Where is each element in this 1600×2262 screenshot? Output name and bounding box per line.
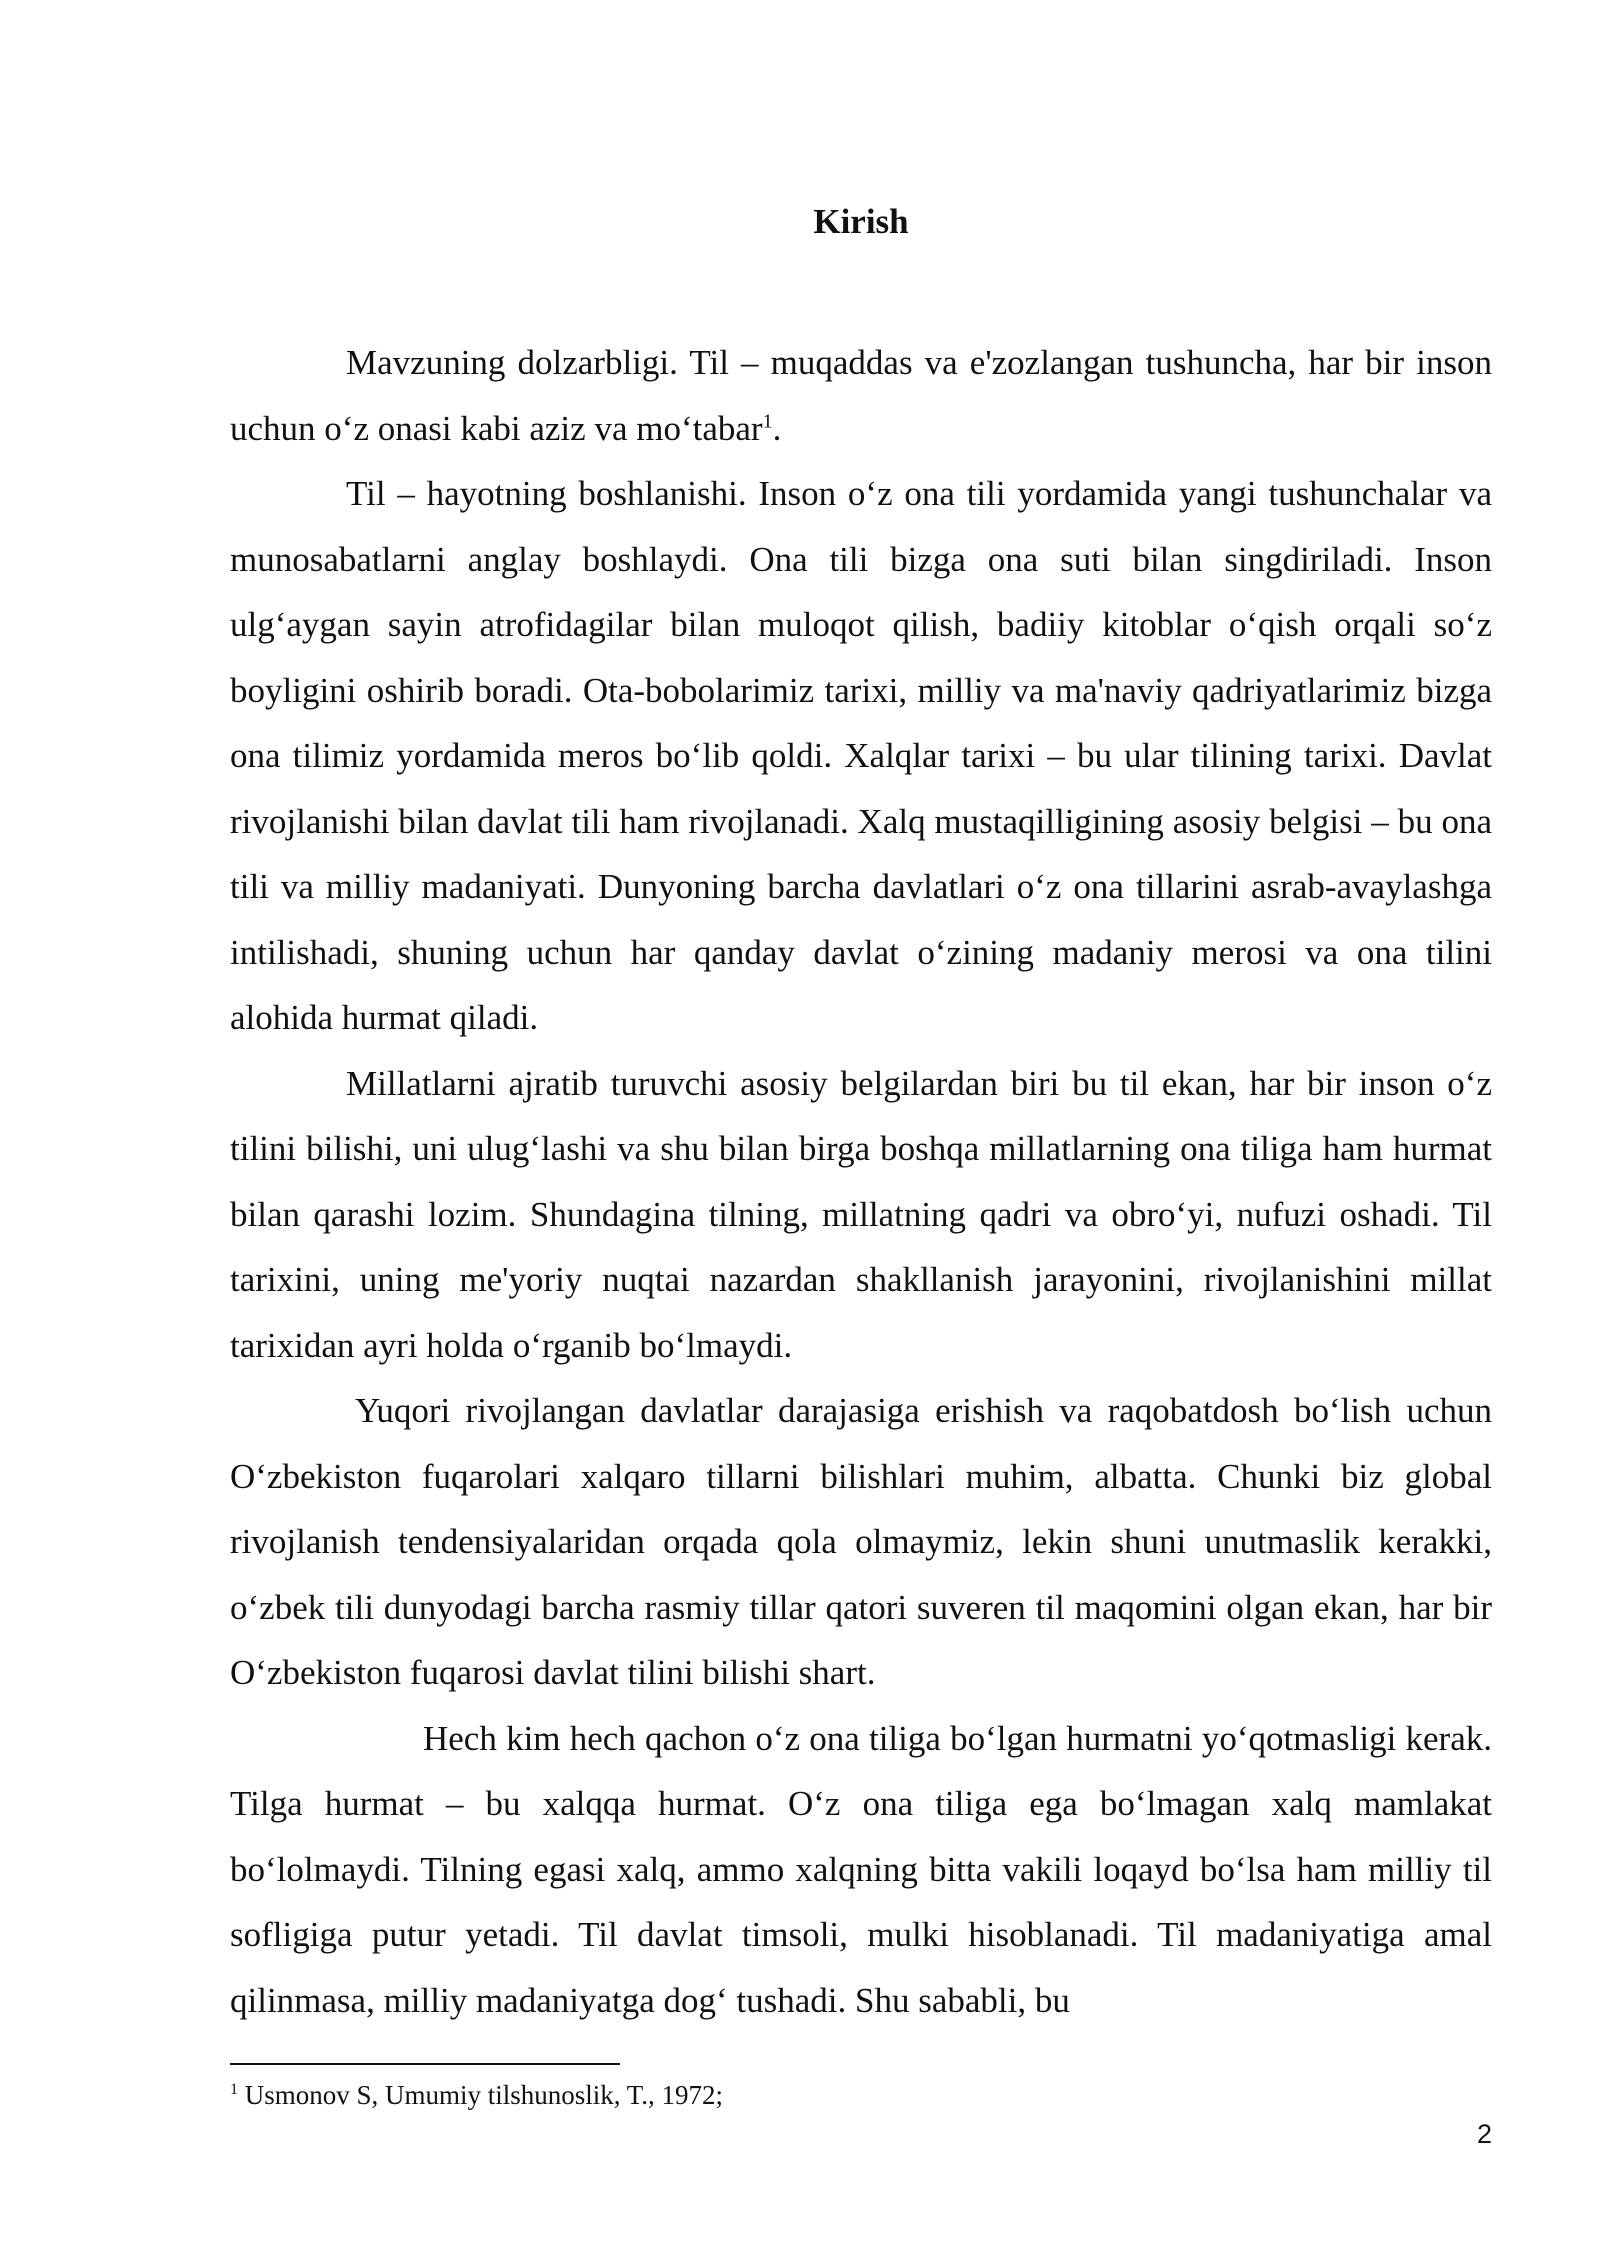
page-number: 2 bbox=[1476, 2119, 1492, 2149]
paragraph-lead: Mavzuning dolzarbligi bbox=[346, 343, 670, 382]
footnote-text: Usmonov S, Umumiy tilshunoslik, T., 1972; bbox=[238, 2080, 724, 2110]
paragraph-language-beginning: Til – hayotning boshlanishi. Inson o‘z ona tili yordamida yangi tushunchalar va munosabatlarni anglay boshlaydi. Ona tili bizga ona suti bilan singdiriladi. Inson ulg‘aygan sayin atrofidagilar bilan muloqot qilish, badiiy kitoblar o‘qish orqali so‘z boyligini oshirib boradi. Ota-bobolarimiz tarixi, milliy va ma'naviy qadriyatlarimiz bizga ona tilimiz yordamida meros bo‘lib qoldi. Xalqlar tarixi – bu ular tilining tarixi. Davlat rivojlanishi bilan davlat tili ham rivojlanadi. Xalq mustaqilligining asosiy belgisi – bu ona tili va milliy madaniyati. Dunyoning barcha davlatlari o‘z ona tillarini asrab-avaylashga intilishadi, shuning uchun har qanday davlat o‘zining madaniy merosi va ona tilini alohida hurmat qiladi. bbox=[230, 474, 1492, 1037]
footnote-number: 1 bbox=[230, 2081, 238, 2098]
footnote bbox=[230, 2078, 1492, 2112]
paragraph-development: Yuqori rivojlangan davlatlar darajasiga erishish va raqobatdosh bo‘lish uchun O‘zbekiston fuqarolari xalqaro tillarni bilishlari muhim, albatta. Chunki biz global rivojlanish tendensiyalaridan orqada qola olmaymiz, lekin shuni unutmaslik kerakki, o‘zbek tili dunyodagi barcha rasmiy tillar qatori suveren til maqomini olgan ekan, har bir O‘zbekiston fuqarosi davlat tilini bilishi shart. bbox=[230, 1391, 1492, 1692]
paragraph-text: . Til – muqaddas va e'zozlangan tushuncha, har bir inson uchun o‘z onasi kabi aziz va mo‘tabar bbox=[230, 343, 1492, 448]
paragraph-respect: Hech kim hech qachon o‘z ona tiliga bo‘lgan hurmatni yo‘qotmasligi kerak. Tilga hurmat – bu xalqqa hurmat. O‘z ona tiliga ega bo‘lmagan xalq mamlakat bo‘lolmaydi. Tilning egasi xalq, ammo xalqning bitta vakili loqayd bo‘lsa ham milliy til sofligiga putur yetadi. Til davlat timsoli, mulki hisoblanadi. Til madaniyatiga amal qilinmasa, milliy madaniyatga dog‘ tushadi. Shu sababli, bu bbox=[230, 1718, 1492, 2020]
paragraph-nations: Millatlarni ajratib turuvchi asosiy belgilardan biri bu til ekan, har bir inson o‘z tilini bilishi, uni ulug‘lashi va shu bilan birga boshqa millatlarning ona tiliga ham hurmat bilan qarashi lozim. Shundagina tilning, millatning qadri va obro‘yi, nufuzi oshadi. Til tarixini, uning me'yoriy nuqtai nazardan shakllanish jarayonini, rivojlanishini millat tarixidan ayri holda o‘rganib bo‘lmaydi. bbox=[230, 1063, 1492, 1365]
section-heading: Kirish bbox=[813, 202, 909, 241]
paragraph-relevance bbox=[230, 330, 1492, 461]
body-text bbox=[230, 330, 1492, 2033]
footnote-reference[interactable]: 1 bbox=[762, 409, 773, 432]
paragraph-text-end: . bbox=[772, 408, 782, 448]
footnote-separator bbox=[230, 2063, 620, 2065]
